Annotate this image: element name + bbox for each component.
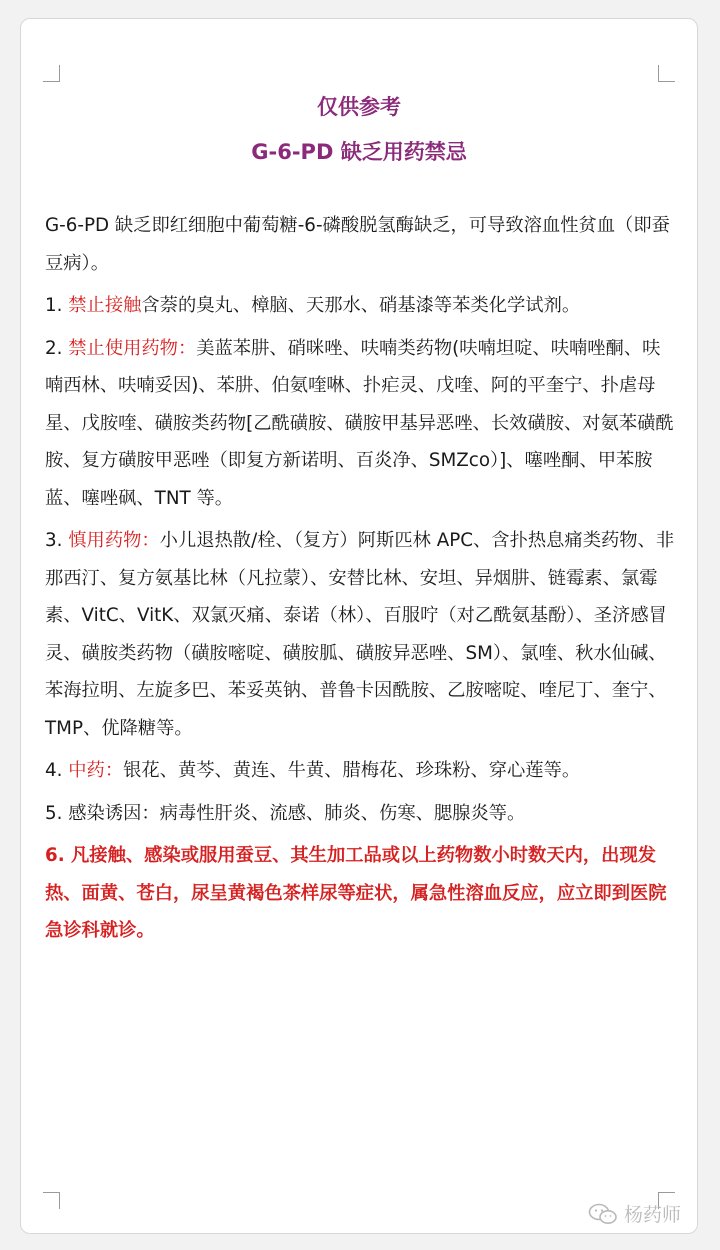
watermark <box>588 1200 681 1227</box>
document-page <box>20 18 698 1234</box>
item-label: 禁止接触 <box>68 295 142 316</box>
item-text: 含萘的臭丸、樟脑、天那水、硝基漆等苯类化学试剂。 <box>141 295 581 316</box>
item-number: 5. <box>45 802 63 824</box>
page-title: 仅供参考 <box>317 95 401 119</box>
list-item-5 <box>45 795 675 833</box>
warning-paragraph: 6. 凡接触、感染或服用蚕豆、其生加工品或以上药物数小时数天内，出现发热、面黄、苍白，尿呈黄褐色茶样尿等症状，属急性溶血反应，应立即到医院急诊科就诊。 <box>45 845 667 941</box>
item-label: 慎用药物： <box>68 530 160 551</box>
item-text: 感染诱因：病毒性肝炎、流感、肺炎、伤寒、腮腺炎等。 <box>68 802 526 824</box>
item-text: 美蓝苯肼、硝咪唑、呋喃类药物(呋喃坦啶、呋喃唑酮、呋喃西林、呋喃妥因)、苯肼、伯氨喹啉、扑疟灵、戊喹、阿的平奎宁、扑虐母星、戊胺喹、磺胺类药物[乙酰磺胺、磺胺甲基异恶唑、长效磺胺、对氨苯磺酰胺、复方磺胺甲恶唑（即复方新诺明、百炎净、SMZco）]、噻唑酮、甲苯胺蓝、噻唑砜、TNT 等。 <box>45 337 674 509</box>
item-number: 2. <box>45 337 63 359</box>
list-item-2 <box>45 330 675 518</box>
list-item-1 <box>45 287 675 325</box>
watermark-text: 杨药师 <box>623 1204 681 1226</box>
crop-mark-bottom-left <box>43 1192 60 1209</box>
item-label: 中药： <box>68 760 124 781</box>
wechat-icon <box>588 1202 618 1226</box>
item-text: 小儿退热散/栓、（复方）阿斯匹林 APC、含扑热息痛类药物、非那西汀、复方氨基比林（凡拉蒙）、安替比林、安坦、异烟肼、链霉素、氯霉素、VitC、VitK、双氯灭痛、泰诺（林）、百服咛（对乙酰氨基酚）、圣济感冒灵、磺胺类药物（磺胺嘧啶、磺胺胍、磺胺异恶唑、SM）、氯喹、秋水仙碱、苯海拉明、左旋多巴、苯妥英钠、普鲁卡因酰胺、乙胺嘧啶、喹尼丁、奎宁、TMP、优降糖等。 <box>45 530 675 739</box>
crop-mark-top-left <box>43 65 60 82</box>
item-label: 禁止使用药物： <box>68 337 197 359</box>
item-number: 1. <box>45 295 63 316</box>
list-item-4 <box>45 752 675 790</box>
item-text: 银花、黄芩、黄连、牛黄、腊梅花、珍珠粉、穿心莲等。 <box>123 760 581 781</box>
document-body <box>45 207 675 950</box>
item-number: 4. <box>45 760 63 781</box>
crop-mark-top-right <box>658 65 675 82</box>
page-subtitle: G-6-PD 缺乏用药禁忌 <box>251 140 467 164</box>
intro-paragraph: G-6-PD 缺乏即红细胞中葡萄糖-6-磷酸脱氢酶缺乏，可导致溶血性贫血（即蚕豆病）。 <box>45 215 670 274</box>
item-number: 3. <box>45 530 63 551</box>
list-item-3 <box>45 522 675 747</box>
